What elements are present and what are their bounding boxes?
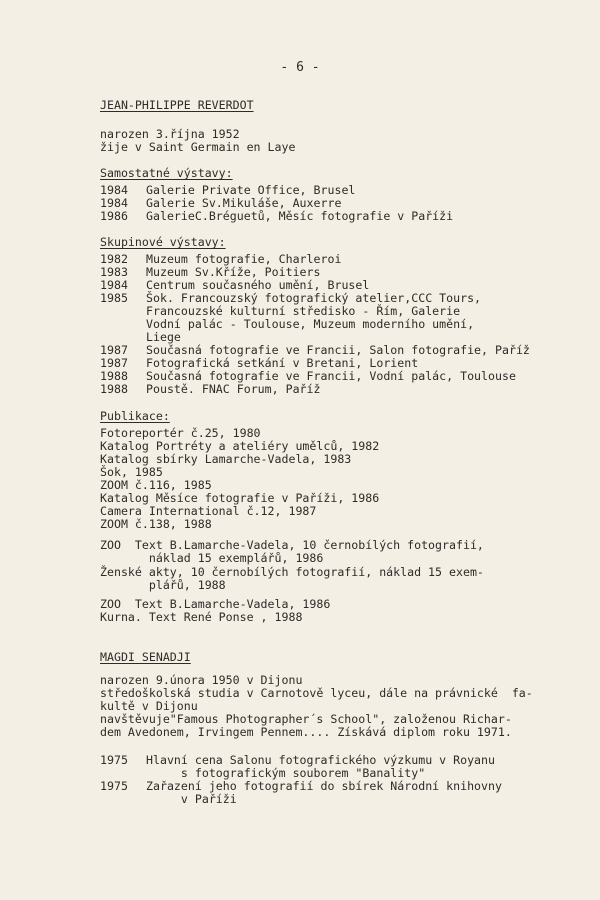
award-item: v Paříži (146, 792, 237, 806)
bio-line: navštěvuje"Famous Photographer´s School", založenou Richar- (100, 712, 512, 726)
bio-line: dem Avedonem, Irvingem Pennem.... Získává diplom roku 1971. (100, 725, 512, 739)
list-item: 1982 Muzeum fotografie, Charleroi (100, 252, 342, 266)
bio-line: kultě v Dijonu (100, 699, 198, 713)
publication-item: Katalog Měsíce fotografie v Paříži, 1986 (100, 491, 380, 505)
list-item: 1984 Galerie Sv.Mikuláše, Auxerre (100, 196, 342, 210)
artist-name: JEAN-PHILIPPE REVERDOT (100, 98, 254, 112)
publication-item: ZOO Text B.Lamarche-Vadela, 1986 (100, 597, 331, 611)
list-item: 1986 GalerieC.Bréguetů, Měsíc fotografie v Paříži (100, 209, 454, 223)
section-heading: Publikace: (100, 409, 170, 423)
list-item: 1987 Fotografická setkání v Bretani, Lorient (100, 356, 419, 370)
publication-item: ZOOM č.116, 1985 (100, 478, 212, 492)
list-item: 1988 Poustě. FNAC Forum, Paříž (100, 382, 321, 396)
section-heading: Samostatné výstavy: (100, 166, 233, 180)
list-item: 1988 Současná fotografie ve Francii, Vodní palác, Toulouse (100, 369, 516, 383)
artist-name: MAGDI SENADJI (100, 650, 191, 664)
bio-line: narozen 3.října 1952 (100, 127, 240, 141)
list-item: Francouzské kulturní středisko - Řím, Galerie (146, 304, 461, 318)
list-item: 1983 Muzeum Sv.Kříže, Poitiers (100, 265, 321, 279)
list-item: 1984 Galerie Private Office, Brusel (100, 183, 356, 197)
publication-item: Fotoreportér č.25, 1980 (100, 426, 261, 440)
publication-item: plářů, 1988 (100, 578, 226, 592)
list-item: 1984 Centrum současného umění, Brusel (100, 278, 370, 292)
publication-item: Katalog sbírky Lamarche-Vadela, 1983 (100, 452, 352, 466)
list-item: 1987 Současná fotografie ve Francii, Salon fotografie, Paříž (100, 343, 530, 357)
publication-item: Ženské akty, 10 černobílých fotografií, náklad 15 exem- (100, 565, 484, 579)
section-heading: Skupinové výstavy: (100, 235, 226, 249)
award-item: s fotografickým souborem "Banality" (146, 766, 426, 780)
bio-line: narozen 9.února 1950 v Dijonu (100, 673, 303, 687)
award-item: 1975 Hlavní cena Salonu fotografického výzkumu v Royanu (100, 753, 496, 767)
publication-item: Katalog Portréty a ateliéry umělců, 1982 (100, 439, 380, 453)
publication-item: Kurna. Text René Ponse , 1988 (100, 610, 303, 624)
publication-item: ZOOM č.138, 1988 (100, 517, 212, 531)
bio-line: středoškolská studia v Carnotově lyceu, dále na právnické fa- (100, 686, 533, 700)
award-item: 1975 Zařazení jeho fotografií do sbírek Národní knihovny (100, 779, 502, 793)
page-number: - 6 - (280, 60, 320, 75)
list-item: Vodní palác - Toulouse, Muzeum moderního umění, (146, 317, 475, 331)
list-item: Liege (146, 330, 181, 344)
publication-item: náklad 15 exemplářů, 1986 (100, 551, 324, 565)
publication-item: Šok, 1985 (100, 465, 163, 479)
list-item: 1985 Šok. Francouzský fotografický atelier,CCC Tours, (100, 291, 482, 305)
bio-line: žije v Saint Germain en Laye (100, 140, 296, 154)
publication-item: ZOO Text B.Lamarche-Vadela, 10 černobílých fotografií, (100, 538, 484, 552)
publication-item: Camera International č.12, 1987 (100, 504, 317, 518)
